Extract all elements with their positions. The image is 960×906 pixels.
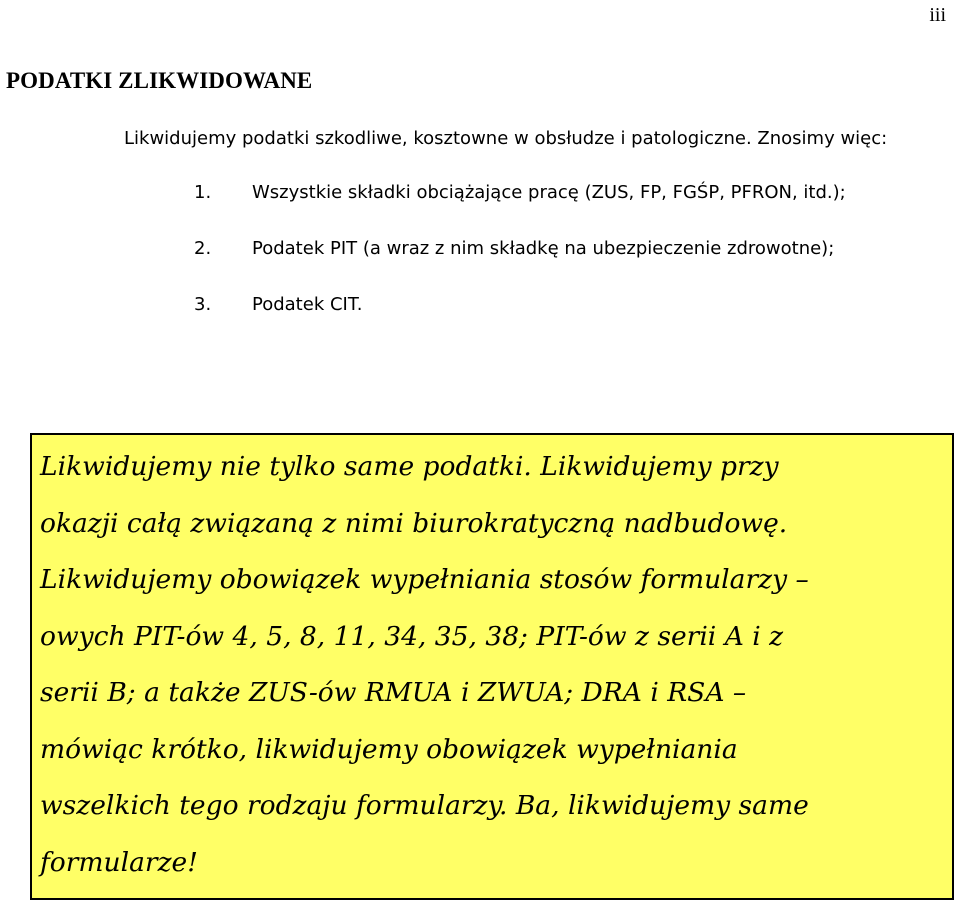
highlight-line: owych PIT-ów 4, 5, 8, 11, 34, 35, 38; PIT-ów z serii A i z (40, 620, 784, 652)
intro-paragraph: Likwidujemy podatki szkodliwe, kosztowne w obsłudze i patologiczne. Znosimy więc: (124, 128, 888, 149)
highlight-line: serii B; a także ZUS-ów RMUA i ZWUA; DRA i RSA – (40, 677, 747, 708)
highlight-line: formularze! (40, 846, 198, 878)
list-item-text: Podatek PIT (a wraz z nim składkę na ubezpieczenie zdrowotne); (252, 238, 835, 259)
page-number: iii (929, 4, 946, 26)
highlight-line: okazji całą związaną z nimi biurokratyczną nadbudowę. (40, 507, 788, 539)
section-title: PODATKI ZLIKWIDOWANE (6, 68, 313, 93)
highlight-line: Likwidujemy obowiązek wypełniania stosów formularzy – (40, 564, 809, 595)
list-item-text: Wszystkie składki obciążające pracę (ZUS, FP, FGŚP, PFRON, itd.); (252, 182, 846, 203)
list-item-text: Podatek CIT. (252, 294, 363, 315)
highlight-box (30, 433, 954, 900)
highlight-line: wszelkich tego rodzaju formularzy. Ba, likwidujemy same (40, 790, 809, 821)
list-item-number: 1. (194, 182, 212, 203)
list-item-number: 2. (194, 238, 212, 259)
highlight-line: mówiąc krótko, likwidujemy obowiązek wypełniania (40, 733, 738, 765)
list-item-number: 3. (194, 294, 212, 315)
highlight-paragraph (40, 439, 944, 891)
highlight-line: Likwidujemy nie tylko same podatki. Likwidujemy przy (40, 451, 779, 482)
